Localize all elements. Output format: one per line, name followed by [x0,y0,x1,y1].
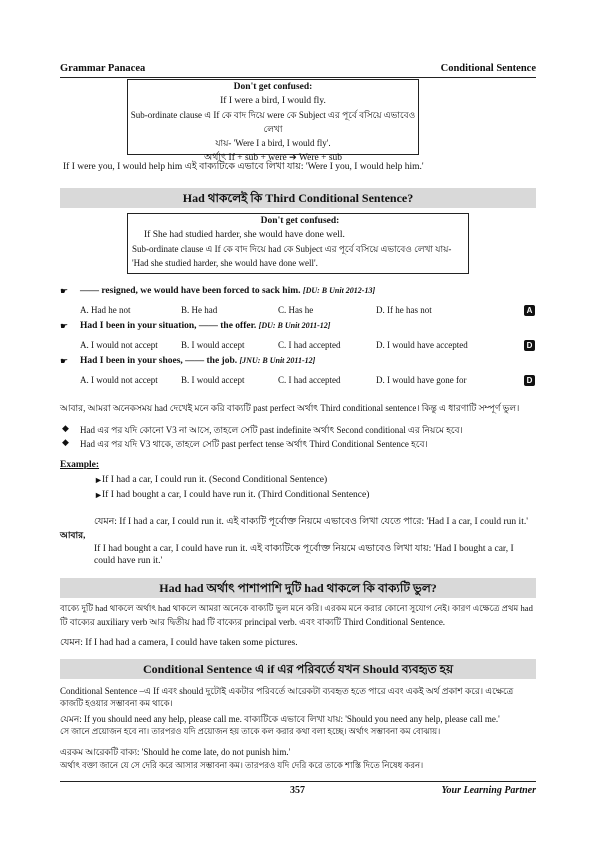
page-number: 357 [290,785,305,796]
option-b: B. I would accept [181,340,245,350]
header-chapter-title: Conditional Sentence [440,63,536,74]
option-a: A. Had he not [80,305,131,315]
example-label: Example: [60,460,100,470]
option-d: D. If he has not [376,305,432,315]
paragraph-had-had: বাক্যে দুটি had থাকলে অর্থাৎ had থাকলে আমরা অনেকে বাক্যটি ভুল মনে করি। এরকম মনে করার কোনো সুযোগ নেই। কারণ এক্ষেত্রে প্রথম had [60,603,533,613]
question-2 [80,321,330,331]
note-box-title: Don't get confused: [233,82,313,92]
option-c: C. Has he [278,305,314,315]
diamond-bullet-icon: ◆ [62,437,69,447]
question-3 [80,356,315,366]
option-c: C. I had accepted [278,375,341,385]
formula-left: অর্থাৎ If + sub + were [203,153,287,163]
arrowhead-bullet-icon: ► [94,490,103,500]
note-line: If She had studied harder, she would have done well. [144,230,345,240]
note-box-had [127,213,469,274]
answer-badge: A [524,305,535,316]
question-text: Had I been in your shoes, —— the job. [80,356,238,366]
paragraph-had-bought: If I had bought a car, I could have run it. এই বাক্যটিকে পূর্বোক্ত নিয়মে এভাবেও লিখা যায়: 'Had I bought a car, I [94,544,514,554]
paragraph-should-explain-2: অর্থাৎ বক্তা জানে যে সে দেরি করে আসার সম্ভাবনা কম। তারপরও যদি দেরি করে তাকে শাস্তি দিতে নিষেধ করন। [60,760,424,770]
option-b: B. He had [181,305,218,315]
note-line: 'Had she studied harder, she would have done well'. [132,258,318,268]
note-line: Sub-ordinate clause এ If কে বাদ দিয়ে had কে Subject এর পূর্বে বসিয়ে এভাবেও লেখা যায়- [132,244,452,254]
answer-badge: D [524,375,535,386]
note-line: If I were a bird, I would fly. [220,96,326,106]
paragraph-should-cont: কাজটি হওয়ার সম্ভাবনা কম থাকে। [60,698,173,708]
formula-right: Were + sub [298,153,343,163]
section-heading-had-had: Had had অর্থাৎ পাশাপাশি দুটি had থাকলে কি বাক্যটি ভুল? [60,578,536,598]
question-source: [DU: B Unit 2012-13] [302,286,376,295]
paragraph-had-misconception: আবার, আমরা অনেকসময় had দেখেই মনে করি বাক্যটি past perfect অর্থাৎ Third conditional sentence। কিন্তু এ ধারণাটি সম্পূর্ণ ভুল। [60,403,520,413]
option-a: A. I would not accept [80,340,158,350]
note-line: যায়- 'Were I a bird, I would fly'. [215,138,331,148]
paragraph-should-example-2: এরকম আরেকটি বাক্য: 'Should he come late, do not punish him.' [60,747,291,757]
header-book-title: Grammar Panacea [60,63,146,74]
option-c: C. I had accepted [278,340,341,350]
rule-line: Had এর পর যদি V3 থাকে, তাহলে সেটি past perfect tense অর্থাৎ Third Conditional Sentence হবে। [80,439,428,449]
note-box-were [127,79,419,163]
paragraph-had-bought-cont: could have run it.' [94,556,163,566]
rule-line: Had এর পর যদি কোনো V3 না আসে, তাহলে সেটি past indefinite অর্থাৎ Second conditional এর নিয়মে হবে। [80,425,463,435]
option-d: D. I would have accepted [376,340,468,350]
option-d: D. I would have gone for [376,375,467,385]
question-source: [DU: B Unit 2011-12] [258,321,331,330]
note-line: Sub-ordinate clause এ If কে বাদ দিয়ে were কে Subject এর পূর্বে বসিয়ে এভাবেও লেখা [130,110,416,134]
paragraph-had-had-example: যেমন: If I had had a camera, I could have taken some pictures. [60,638,298,648]
pointing-hand-icon: ☛ [60,356,69,366]
footer-rule [60,781,536,782]
abar-label: আবার, [60,530,86,540]
section-heading-had-third: Had থাকলেই কি Third Conditional Sentence? [60,188,536,208]
section-heading-should: Conditional Sentence এ if এর পরিবর্তে যখন Should ব্যবহৃত হয় [60,659,536,679]
header-rule [60,77,536,78]
question-text: —— resigned, we would have been forced to sack him. [80,286,301,296]
pointing-hand-icon: ☛ [60,321,69,331]
right-arrow-icon: ➔ [289,152,297,162]
answer-badge: D [524,340,535,351]
paragraph-had-had-cont: টি বাক্যের auxiliary verb আর দ্বিতীয় had টি বাক্যের principal verb. এবং বাক্যটি Third Conditional Sentence. [60,617,446,627]
option-b: B. I would accept [181,375,245,385]
option-a: A. I would not accept [80,375,158,385]
pointing-hand-icon: ☛ [60,286,69,296]
example-item: If I had a car, I could run it. (Second Conditional Sentence) [102,475,328,485]
paragraph-should-example: যেমন: If you should need any help, please call me. বাক্যটিকে এভাবে লিখা যায়: 'Should you need any help, please call me.' [60,714,500,724]
paragraph-should: Conditional Sentence –এ If এবং should দুটোই একটার পরিবর্তে আরেকটা ব্যবহৃত হতে পারে এবং একই অর্থ প্রকাশ করে। এক্ষেত্রে [60,686,514,696]
footer-tagline: Your Learning Partner [441,785,536,796]
arrowhead-bullet-icon: ► [94,475,103,485]
question-source: [JNU: B Unit 2011-12] [239,356,316,365]
question-text: Had I been in your situation, —— the offer. [80,321,257,331]
diamond-bullet-icon: ◆ [62,423,69,433]
paragraph-should-explain: সে জানে প্রয়োজন হবে না। তারপরও যদি প্রয়োজন হয় তাকে কল করার কথা বলা হচ্ছে। অর্থাৎ সম্ভাবনা কম বোঝায়। [60,726,441,736]
paragraph-had-car: যেমন: If I had a car, I could run it. এই বাক্যটি পূর্বোক্ত নিয়মে এভাবেও লিখা যেতে পারে: 'Had I a car, I could run it.' [94,517,528,527]
question-1 [80,286,375,296]
example-item: If I had bought a car, I could have run it. (Third Conditional Sentence) [102,490,370,500]
note-box-title: Don't get confused: [260,216,340,226]
were-example-line: If I were you, I would help him এই বাক্যটিকে এভাবে লিখা যায়: 'Were I you, I would help him.' [63,162,424,172]
